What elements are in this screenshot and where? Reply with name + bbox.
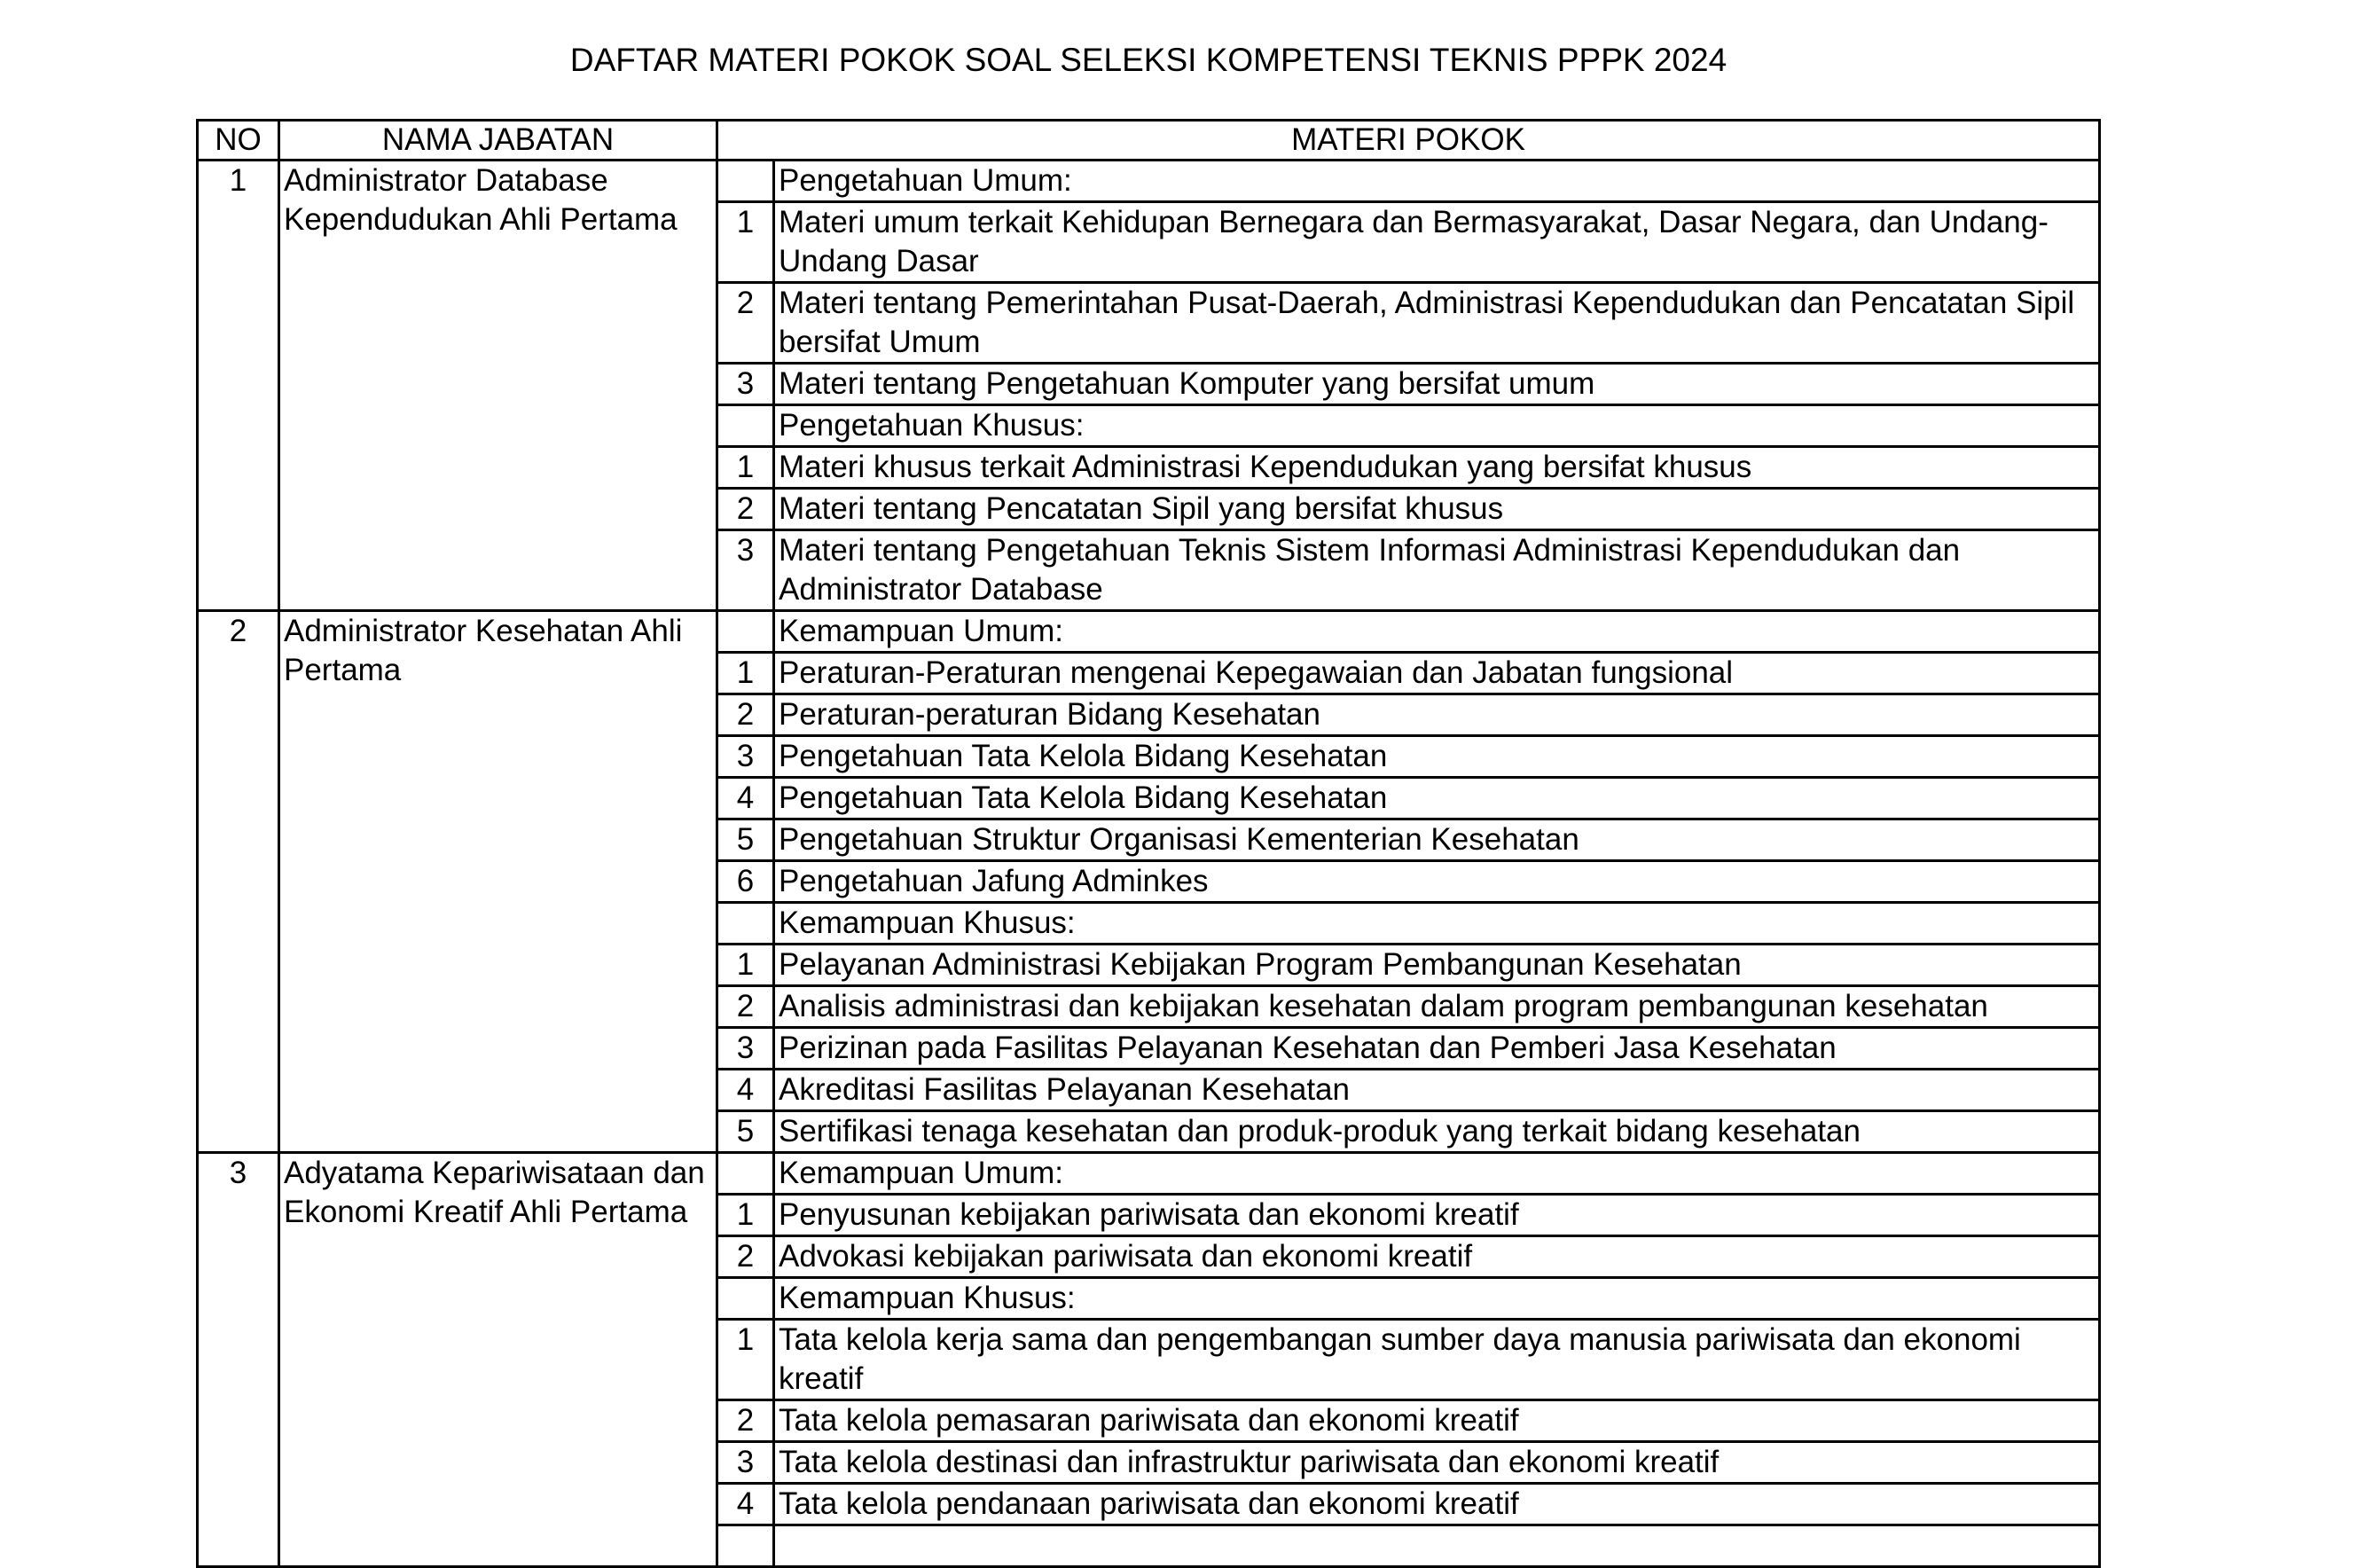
jabatan-name: Administrator Database Kependudukan Ahli Pertama — [279, 161, 717, 611]
materi-number: 2 — [717, 694, 774, 736]
materi-number — [717, 1525, 774, 1567]
materi-item: Penyusunan kebijakan pariwisata dan ekonomi kreatif — [774, 1195, 2100, 1236]
materi-item: Pelayanan Administrasi Kebijakan Program Pembangunan Kesehatan — [774, 945, 2100, 986]
materi-number: 4 — [717, 1070, 774, 1111]
materi-section-heading — [774, 1525, 2100, 1567]
table-row — [198, 611, 2100, 653]
materi-section-heading: Pengetahuan Khusus: — [774, 405, 2100, 447]
materi-section-heading: Kemampuan Umum: — [774, 611, 2100, 653]
materi-number: 1 — [717, 447, 774, 489]
materi-number — [717, 405, 774, 447]
materi-number: 1 — [717, 653, 774, 694]
materi-item: Materi tentang Pemerintahan Pusat-Daerah, Administrasi Kependudukan dan Pencatatan Sipil bersifat Umum — [774, 283, 2100, 364]
materi-section-heading: Kemampuan Khusus: — [774, 903, 2100, 945]
materi-number: 5 — [717, 1111, 774, 1153]
materi-number: 3 — [717, 364, 774, 405]
materi-number: 1 — [717, 1320, 774, 1400]
materi-item: Perizinan pada Fasilitas Pelayanan Kesehatan dan Pemberi Jasa Kesehatan — [774, 1028, 2100, 1070]
materi-number: 5 — [717, 819, 774, 861]
materi-section-heading: Kemampuan Umum: — [774, 1153, 2100, 1195]
materi-item: Akreditasi Fasilitas Pelayanan Kesehatan — [774, 1070, 2100, 1111]
table-row — [198, 1153, 2100, 1195]
materi-item: Tata kelola destinasi dan infrastruktur pariwisata dan ekonomi kreatif — [774, 1442, 2100, 1484]
header-no: NO — [198, 121, 279, 161]
materi-number: 3 — [717, 736, 774, 778]
materi-item: Pengetahuan Tata Kelola Bidang Kesehatan — [774, 778, 2100, 819]
materi-item: Pengetahuan Jafung Adminkes — [774, 861, 2100, 903]
table-header-row — [198, 121, 2100, 161]
materi-number: 2 — [717, 489, 774, 530]
materi-number — [717, 1278, 774, 1320]
materi-number: 1 — [717, 1195, 774, 1236]
materi-number: 2 — [717, 986, 774, 1028]
materi-item: Materi tentang Pengetahuan Komputer yang bersifat umum — [774, 364, 2100, 405]
materi-item: Pengetahuan Tata Kelola Bidang Kesehatan — [774, 736, 2100, 778]
materi-number: 4 — [717, 778, 774, 819]
materi-number: 3 — [717, 1442, 774, 1484]
materi-number: 2 — [717, 1400, 774, 1442]
materi-table — [196, 119, 2101, 1568]
materi-number — [717, 1153, 774, 1195]
materi-number — [717, 161, 774, 202]
materi-number — [717, 611, 774, 653]
materi-number: 3 — [717, 530, 774, 611]
materi-item: Tata kelola pemasaran pariwisata dan ekonomi kreatif — [774, 1400, 2100, 1442]
materi-number: 1 — [717, 945, 774, 986]
materi-item: Peraturan-peraturan Bidang Kesehatan — [774, 694, 2100, 736]
jabatan-number: 3 — [198, 1153, 279, 1567]
materi-item: Materi tentang Pencatatan Sipil yang bersifat khusus — [774, 489, 2100, 530]
materi-number: 4 — [717, 1484, 774, 1525]
jabatan-number: 1 — [198, 161, 279, 611]
header-materi-pokok: MATERI POKOK — [717, 121, 2100, 161]
jabatan-name: Adyatama Kepariwisataan dan Ekonomi Kreatif Ahli Pertama — [279, 1153, 717, 1567]
jabatan-name: Administrator Kesehatan Ahli Pertama — [279, 611, 717, 1153]
materi-item: Materi umum terkait Kehidupan Bernegara dan Bermasyarakat, Dasar Negara, dan Undang-Undang Dasar — [774, 202, 2100, 283]
materi-number: 2 — [717, 283, 774, 364]
materi-item: Pengetahuan Struktur Organisasi Kementerian Kesehatan — [774, 819, 2100, 861]
materi-number: 6 — [717, 861, 774, 903]
materi-item: Peraturan-Peraturan mengenai Kepegawaian dan Jabatan fungsional — [774, 653, 2100, 694]
header-nama-jabatan: NAMA JABATAN — [279, 121, 717, 161]
materi-item: Analisis administrasi dan kebijakan kesehatan dalam program pembangunan kesehatan — [774, 986, 2100, 1028]
table-body — [198, 161, 2100, 1567]
materi-item: Tata kelola pendanaan pariwisata dan ekonomi kreatif — [774, 1484, 2100, 1525]
jabatan-number: 2 — [198, 611, 279, 1153]
materi-item: Tata kelola kerja sama dan pengembangan sumber daya manusia pariwisata dan ekonomi kreatif — [774, 1320, 2100, 1400]
materi-number: 1 — [717, 202, 774, 283]
materi-item: Materi tentang Pengetahuan Teknis Sistem Informasi Administrasi Kependudukan dan Administrator Database — [774, 530, 2100, 611]
materi-number — [717, 903, 774, 945]
materi-item: Advokasi kebijakan pariwisata dan ekonomi kreatif — [774, 1236, 2100, 1278]
materi-section-heading: Pengetahuan Umum: — [774, 161, 2100, 202]
materi-item: Sertifikasi tenaga kesehatan dan produk-produk yang terkait bidang kesehatan — [774, 1111, 2100, 1153]
materi-number: 3 — [717, 1028, 774, 1070]
materi-section-heading: Kemampuan Khusus: — [774, 1278, 2100, 1320]
table-row — [198, 161, 2100, 202]
materi-item: Materi khusus terkait Administrasi Kependudukan yang bersifat khusus — [774, 447, 2100, 489]
materi-number: 2 — [717, 1236, 774, 1278]
document-title: DAFTAR MATERI POKOK SOAL SELEKSI KOMPETENSI TEKNIS PPPK 2024 — [569, 42, 1727, 78]
